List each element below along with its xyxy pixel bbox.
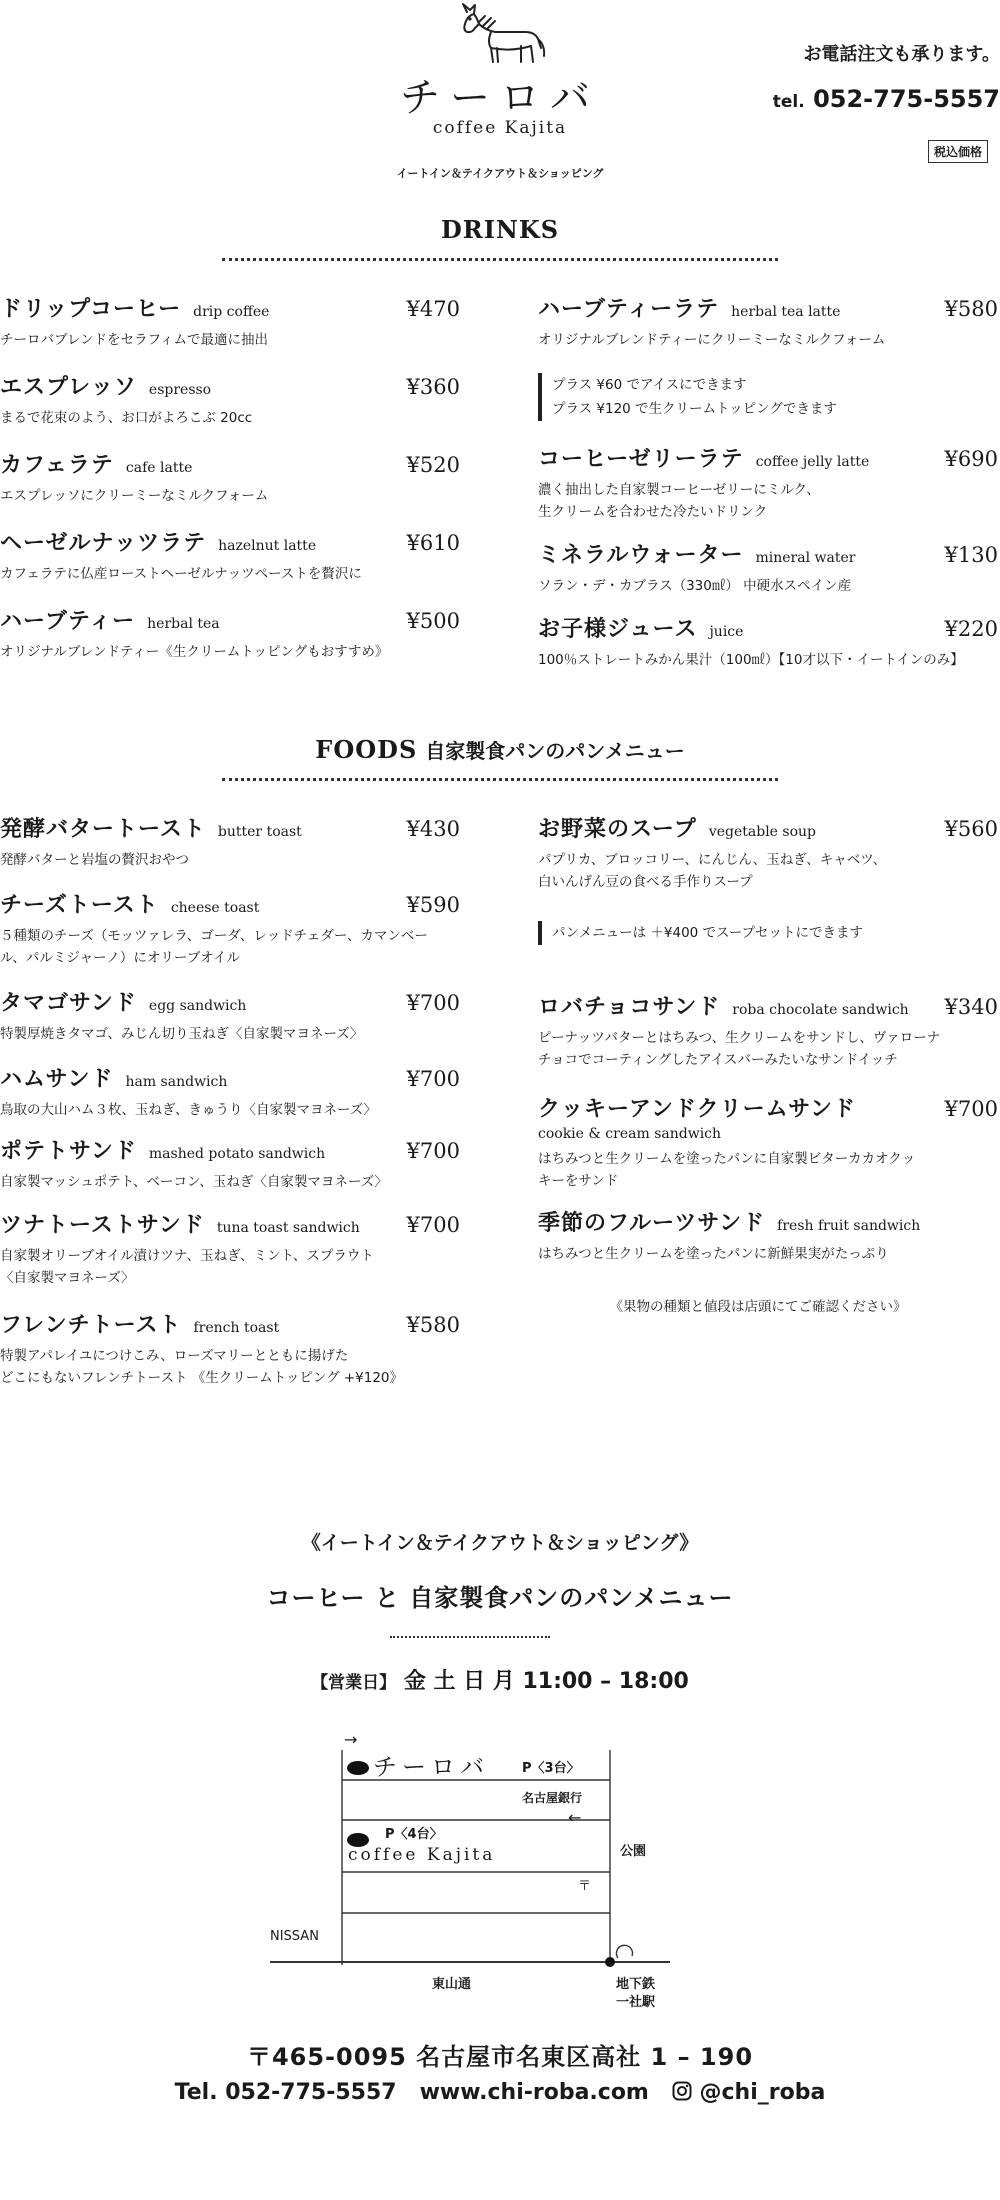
instagram-handle[interactable]: @chi_roba — [699, 2080, 826, 2105]
menu-item-header — [0, 604, 460, 635]
menu-item-price: ¥430 — [406, 817, 460, 841]
menu-item-price: ¥700 — [406, 1067, 460, 1091]
tax-included-badge: 税込価格 — [928, 140, 988, 163]
access-map — [260, 1730, 680, 2010]
menu-item-description: カフェラテに仏産ローストヘーゼルナッツペーストを贅沢に — [0, 566, 362, 582]
menu-item-english: espresso — [148, 382, 212, 398]
menu-item-header — [538, 538, 998, 569]
menu-item-header — [0, 448, 460, 479]
menu-item-english: vegetable soup — [708, 824, 816, 840]
donkey-logo-icon — [445, 2, 555, 68]
address: 〒465-0095 名古屋市名東区高社 1 – 190 — [246, 2043, 754, 2071]
menu-item-name: ハーブティー — [0, 609, 136, 634]
menu-item-price: ¥220 — [944, 617, 998, 641]
map-arrow-right: → — [344, 1730, 358, 1749]
menu-item-name: 季節のフルーツサンド — [538, 1211, 766, 1236]
drinks-option-note: プラス ¥60 でアイスにできます プラス ¥120 で生クリームトッピングできます — [538, 373, 837, 421]
menu-item-description: 自家製オリーブオイル漬けツナ、玉ねぎ、ミント、スプラウト 〈自家製マヨネーズ〉 — [0, 1248, 374, 1286]
menu-item-name: チーズトースト — [0, 893, 159, 918]
menu-item-description: 特製厚焼きタマゴ、みじん切り玉ねぎ〈自家製マヨネーズ〉 — [0, 1026, 364, 1042]
menu-item-header — [538, 990, 998, 1021]
business-hours-label: 【営業日】 — [311, 1673, 397, 1693]
business-hours — [0, 1664, 1000, 1695]
map-road-label: 東山通 — [432, 1977, 472, 1992]
menu-item-english: ham sandwich — [125, 1074, 228, 1090]
menu-item-price: ¥580 — [944, 297, 998, 321]
menu-item — [0, 1134, 460, 1193]
menu-item-name: クッキーアンドクリームサンド — [538, 1097, 857, 1122]
drinks-section-title — [0, 215, 1000, 244]
menu-item-english: tuna toast sandwich — [216, 1220, 360, 1236]
footer-divider — [390, 1636, 550, 1638]
menu-item-description: オリジナルブレンドティー《生クリームトッピングもおすすめ》 — [0, 644, 389, 660]
menu-item-description: 特製アパレイユにつけこみ、ローズマリーとともに揚げた どこにもないフレンチトースト 《生クリームトッピング +¥120》 — [0, 1348, 404, 1386]
menu-item-header — [0, 986, 460, 1017]
menu-item-name: お野菜のスープ — [538, 817, 697, 842]
menu-item — [0, 370, 460, 429]
footer-title: コーヒー と 自家製食パンのパンメニュー — [266, 1584, 734, 1612]
menu-item-name: タマゴサンド — [0, 991, 137, 1016]
menu-item-name: コーヒーゼリーラテ — [538, 447, 744, 472]
menu-item-header — [0, 1208, 460, 1239]
menu-item-header — [538, 442, 998, 473]
map-shop-marker — [347, 1761, 369, 1775]
map-arrow-left: ← — [568, 1808, 582, 1827]
phone-prefix: tel. — [772, 92, 805, 112]
menu-item-description: 自家製マッシュポテト、ベーコン、玉ねぎ〈自家製マヨネーズ〉 — [0, 1174, 388, 1190]
menu-item — [0, 292, 460, 351]
business-hours-value: 金 土 日 月 11:00 – 18:00 — [403, 1669, 689, 1694]
phone-order-note: お電話注文も承ります。 — [803, 44, 1000, 65]
menu-item-english: butter toast — [217, 824, 302, 840]
drinks-divider — [222, 258, 778, 261]
map-parking-1: P〈3台〉 — [522, 1761, 580, 1776]
menu-item-description: チーロバブレンドをセラフィムで最適に抽出 — [0, 332, 269, 348]
menu-item — [538, 1206, 998, 1265]
menu-item-english: mashed potato sandwich — [148, 1146, 326, 1162]
menu-item-header — [0, 1062, 460, 1093]
map-nissan-label: NISSAN — [270, 1929, 319, 1944]
menu-item-description: ソラン・デ・カブラス（330㎖） 中硬水スペイン産 — [538, 578, 852, 594]
menu-item — [538, 990, 998, 1071]
menu-item-description: ピーナッツバターとはちみつ、生クリームをサンドし、ヴァローナ チョコでコーティングしたアイスバーみたいなサンドイッチ — [538, 1030, 941, 1068]
menu-item-name: フレンチトースト — [0, 1313, 182, 1338]
menu-item-price: ¥340 — [944, 995, 998, 1019]
footer-tel[interactable]: Tel. 052-775-5557 — [174, 2080, 397, 2105]
instagram-icon — [672, 2081, 692, 2101]
menu-item — [0, 604, 460, 663]
map-station-mark — [616, 1945, 632, 1958]
menu-item-price: ¥590 — [406, 893, 460, 917]
menu-item — [0, 526, 460, 585]
menu-item-name: 発酵バタートースト — [0, 817, 206, 842]
menu-item-name: ミネラルウォーター — [538, 543, 744, 568]
map-shop-sub: coffee Kajita — [348, 1845, 496, 1865]
soup-set-note: パンメニューは ＋¥400 でスープセットにできます — [538, 921, 863, 945]
map-station-line1: 地下鉄 — [616, 1977, 656, 1992]
menu-item-header — [538, 1092, 998, 1123]
menu-item-description: オリジナルブレンドティーにクリーミーなミルクフォーム — [538, 332, 886, 348]
menu-item-english: cheese toast — [170, 900, 260, 916]
shop-subtitle: coffee Kajita — [432, 118, 568, 138]
menu-item-header — [0, 1134, 460, 1165]
menu-item-header — [0, 1308, 460, 1339]
menu-item-description: 鳥取の大山ハム３枚、玉ねぎ、きゅうり〈自家製マヨネーズ〉 — [0, 1102, 377, 1118]
map-park-label: 公園 — [620, 1844, 647, 1859]
menu-item-header — [538, 292, 998, 323]
map-station-line2: 一社駅 — [616, 1995, 656, 2010]
menu-item-name: ロバチョコサンド — [538, 995, 721, 1020]
menu-item-price: ¥470 — [406, 297, 460, 321]
menu-item-price: ¥690 — [944, 447, 998, 471]
menu-item-description: パプリカ、ブロッコリー、にんじん、玉ねぎ、キャベツ、 白いんげん豆の食べる手作りスープ — [538, 852, 887, 890]
menu-item-header — [0, 526, 460, 557]
menu-item-english: herbal tea — [147, 616, 220, 632]
phone-number[interactable]: 052-775-5557 — [813, 85, 1000, 113]
menu-item-name: ヘーゼルナッツラテ — [0, 531, 207, 556]
menu-item-price: ¥360 — [406, 375, 460, 399]
menu-item-english: coffee jelly latte — [755, 454, 870, 470]
menu-item — [0, 1062, 460, 1121]
menu-item — [538, 292, 998, 351]
foods-title: FOODS — [315, 735, 418, 764]
menu-item-name: ドリップコーヒー — [0, 297, 182, 322]
menu-item-price: ¥700 — [406, 991, 460, 1015]
menu-item-price: ¥700 — [406, 1213, 460, 1237]
menu-item-description: 100％ストレートみかん果汁（100㎖）【10才以下・イートインのみ】 — [538, 652, 964, 668]
phone-line — [740, 85, 1000, 113]
menu-item-header — [538, 812, 998, 843]
menu-item-price: ¥700 — [406, 1139, 460, 1163]
foods-section-title — [0, 735, 1000, 764]
menu-item-description: はちみつと生クリームを塗ったパンに自家製ビターカカオクッ キーをサンド — [538, 1151, 916, 1189]
menu-item-price: ¥560 — [944, 817, 998, 841]
menu-item — [0, 986, 460, 1045]
menu-item-english: fresh fruit sandwich — [777, 1218, 921, 1234]
menu-item-description: ５種類のチーズ（モッツァレラ、ゴーダ、レッドチェダー、カマンベー ル、パルミジャーノ）にオリーブオイル — [0, 928, 428, 966]
menu-item-name: ポテトサンド — [0, 1139, 137, 1164]
menu-item-header — [0, 812, 460, 843]
menu-item-english: french toast — [193, 1320, 280, 1336]
menu-item-description: 濃く抽出した自家製コーヒーゼリーにミルク、 生クリームを合わせた冷たいドリンク — [538, 482, 820, 520]
menu-item-name: ハーブティーラテ — [538, 297, 720, 322]
foods-title-jp: 自家製食パンのパンメニュー — [425, 739, 685, 763]
menu-item-english: mineral water — [755, 550, 856, 566]
menu-item — [0, 888, 460, 969]
menu-item-price: ¥500 — [406, 609, 460, 633]
map-shop-name: チーロバ — [373, 1753, 489, 1781]
menu-item-name: エスプレッソ — [0, 375, 137, 400]
menu-item — [538, 538, 998, 597]
menu-item-header — [0, 370, 460, 401]
menu-item-description: まるで花束のよう、お口がよろこぶ 20cc — [0, 410, 253, 426]
contact-line — [0, 2080, 1000, 2105]
menu-item-price: ¥700 — [944, 1097, 998, 1121]
menu-item-description: 発酵バターと岩塩の贅沢おやつ — [0, 852, 189, 868]
menu-item-header — [0, 292, 460, 323]
map-parking-2: P〈4台〉 — [385, 1827, 443, 1842]
menu-item — [0, 812, 460, 871]
menu-item-english: roba chocolate sandwich — [732, 1002, 909, 1018]
menu-item-name: カフェラテ — [0, 453, 114, 478]
menu-item-description: エスプレッソにクリーミーなミルクフォーム — [0, 488, 269, 504]
map-bank-label: 名古屋銀行 — [522, 1791, 583, 1805]
drinks-title: DRINKS — [440, 215, 560, 244]
menu-item — [538, 442, 998, 523]
map-post-mark: 〒 — [578, 1879, 592, 1894]
menu-item — [0, 1208, 460, 1289]
menu-item-english: hazelnut latte — [218, 538, 317, 554]
menu-item-english: juice — [709, 624, 744, 640]
menu-item-header — [0, 888, 460, 919]
menu-item-english: cafe latte — [125, 460, 193, 476]
menu-item — [538, 1092, 998, 1192]
menu-item-english: egg sandwich — [148, 998, 247, 1014]
fruit-note: 《果物の種類と値段は店頭にてご確認ください》 — [609, 1299, 907, 1315]
menu-item — [0, 448, 460, 507]
menu-item-header — [538, 1206, 998, 1237]
menu-item-description: はちみつと生クリームを塗ったパンに新鮮果実がたっぷり — [538, 1246, 889, 1262]
menu-item — [0, 1308, 460, 1389]
menu-item-name: お子様ジュース — [538, 617, 698, 642]
menu-item-english: cookie & cream sandwich — [538, 1126, 722, 1142]
menu-item-price: ¥580 — [406, 1313, 460, 1337]
menu-item — [538, 812, 998, 893]
website-link[interactable]: www.chi-roba.com — [419, 2080, 649, 2105]
menu-item-english: drip coffee — [193, 304, 270, 320]
menu-item-english: herbal tea latte — [731, 304, 841, 320]
menu-item-price: ¥520 — [406, 453, 460, 477]
menu-item-header — [538, 612, 998, 643]
menu-item-name: ハムサンド — [0, 1067, 114, 1092]
menu-item-price: ¥610 — [406, 531, 460, 555]
footer-tagline: 《イートイン＆テイクアウト＆ショッピング》 — [301, 1532, 699, 1554]
menu-item-price: ¥130 — [944, 543, 998, 567]
shop-tagline: イートイン＆テイクアウト＆ショッピング — [396, 167, 604, 180]
menu-item-name: ツナトーストサンド — [0, 1213, 205, 1238]
foods-divider — [222, 778, 778, 781]
menu-item — [538, 612, 998, 671]
shop-name: チーロバ — [400, 75, 600, 121]
